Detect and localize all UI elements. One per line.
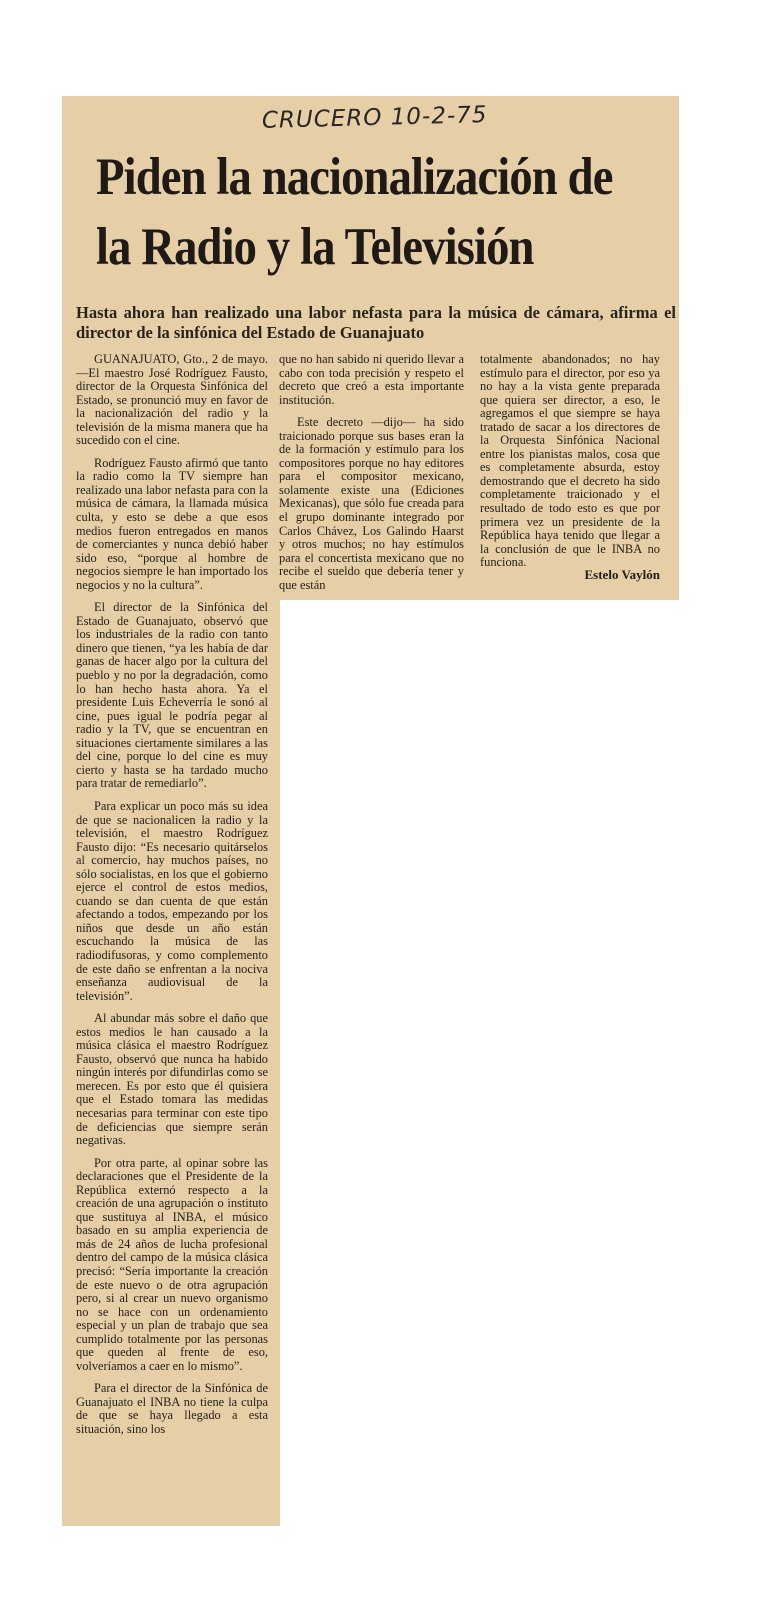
subheadline: Hasta ahora han realizado una labor nefasta para la música de cámara, afirma el director de la sinfónica del Estado de Guanajuato [76,303,676,342]
headline [96,142,613,282]
paragraph: GUANAJUATO, Gto., 2 de mayo.—El maestro José Rodríguez Fausto, director de la Orquesta Sinfónica del Estado, se pronunció muy en favor de la nacionalización del radio y la televisión de la misma manera que ha sucedido con el cine. [76,352,268,448]
paragraph: Para explicar un poco más su idea de que se nacionalicen la radio y la televisión, el maestro Rodríguez Fausto dijo: “Es necesario quitárselos al comercio, hay muchos países, no sólo socialistas, en los que el gobierno ejerce el control de estos medios, cuando se dan cuenta de que están afectando a todos, empezando por los niños que desde un año están escuchando la música de las radiodifusoras, y como complemento de este daño se enfrentan a la nociva enseñanza audiovisual de la televisión”. [76,798,268,1003]
paragraph: que no han sabido ni querido llevar a cabo con toda precisión y respeto el decreto que creó a esta importante institución. [279,352,464,407]
article-column-2 [279,353,464,601]
paragraph: Este decreto —dijo— ha sido traicionado porque sus bases eran la de la formación y estímulo para los compositores porque no hay editores para el compositor mexicano, solamente existe una (Ediciones Mexicanas), que sólo fue creada para el grupo dominante integrado por Carlos Chávez, Los Galindo Haarst y otros muchos; no hay estímulos para el concertista mexicano que no recibe el sueldo que debería tener y que están [279,415,464,592]
article-column-1 [76,353,268,1446]
paragraph: Al abundar más sobre el daño que estos medios le han causado a la música clásica el maestro Rodríguez Fausto, observó que nunca ha habido ningún interés por difundirlas como se merecen. Es por esto que él quisiera que el Estado tomara las medidas necesarias para terminar con este tipo de deficiencias que siempre serán negativas. [76,1011,268,1148]
handwritten-note: CRUCERO 10-2-75 [261,102,488,134]
paragraph: Rodríguez Fausto afirmó que tanto la radio como la TV siempre han realizado una labor nefasta para con la música de cámara, la llamada música culta, y esto se debe a que esos medios fueron entregados en manos de comerciantes y nunca debió haber sido eso, “porque al hombre de negocios siempre le han importado los negocios y no la cultura”. [76,455,268,592]
article-column-3 [480,353,660,579]
headline-line-2: la Radio y la Televisión [96,218,534,276]
paragraph: totalmente abandonados; no hay estímulo para el director, por eso ya no hay a la vista gente preparada que quiera ser director, a eso, le agregamos el que siempre se haya tratado de sacar a los directores de la Orquesta Sinfónica Nacional entre los pianistas malos, cosa que es completamente absurda, estoy demostrando que el decreto ha sido completamente traicionado y el resultado de todo esto es que por primera vez un presidente de la República haya tenido que llegar a la conclusión de que le INBA no funciona. [480,352,660,570]
paragraph: El director de la Sinfónica del Estado de Guanajuato, observó que los industriales de la radio con tanto dinero que tienen, “ya les había de dar ganas de hacer algo por la cultura del pueblo y no por la degradación, como lo han hecho hasta ahora. Ya el presidente Luis Echeverría le sonó al cine, pues igual le podría pegar al radio y la TV, que se encuentran en situaciones ciertamente similares a las del cine, porque lo del cine es muy cierto y hasta se ha tardado mucho para tratar de remediarlo”. [76,600,268,791]
headline-line-1: Piden la nacionalización de [96,148,613,206]
byline: Estelo Vaylón [584,567,660,582]
paragraph: Por otra parte, al opinar sobre las declaraciones que el Presidente de la República externó respecto a la creación de una agrupación o instituto que sustituya al INBA, el músico basado en su amplia experiencia de más de 24 años de lucha profesional dentro del campo de la música clásica precisó: “Sería importante la creación de este nuevo o de otra agrupación pero, si al crear un nuevo organismo no se hace con un ordenamiento especial y un plan de trabajo que sea cumplido totalmente por las personas que queden al frente de eso, volveríamos a caer en lo mismo”. [76,1155,268,1373]
paragraph: Para el director de la Sinfónica de Guanajuato el INBA no tiene la culpa de que se haya llegado a esta situación, sino los [76,1381,268,1437]
